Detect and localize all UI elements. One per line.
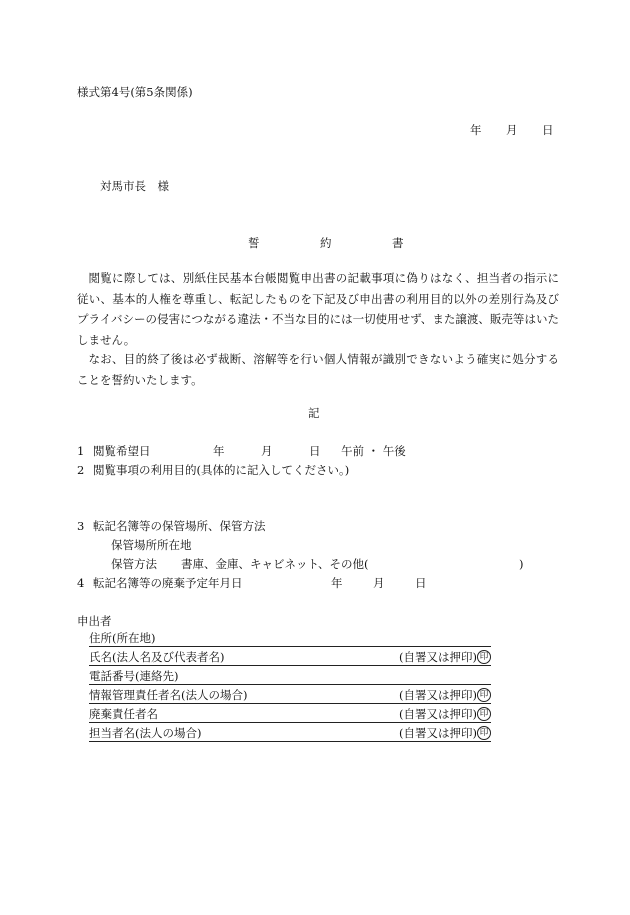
seal-mark: 印 bbox=[477, 688, 491, 702]
storage-method-close: ) bbox=[519, 557, 524, 571]
ki-heading: 記 bbox=[308, 406, 320, 420]
applicant-row-label: 廃棄責任者名 bbox=[89, 707, 158, 721]
seal-mark: 印 bbox=[477, 650, 491, 664]
storage-method-label: 保管方法 bbox=[111, 557, 157, 571]
applicant-row-label: 氏名(法人名及び代表者名) bbox=[89, 650, 225, 664]
item-storage-location: 保管場所所在地 bbox=[111, 538, 192, 552]
seal-mark: 印 bbox=[477, 726, 491, 740]
date-line bbox=[470, 123, 554, 137]
storage-method-options: 書庫、金庫、キャビネット、その他( bbox=[181, 557, 369, 571]
item-disposal-date bbox=[77, 576, 427, 590]
item-label: 転記名簿等の保管場所、保管方法 bbox=[93, 519, 266, 533]
form-number: 様式第4号(第5条関係) bbox=[77, 85, 193, 99]
item-number: 3 bbox=[77, 519, 85, 533]
pledge-paragraph-2: なお、目的終了後は必ず裁断、溶解等を行い個人情報が識別できないよう確実に処分することを誓約いたします。 bbox=[77, 352, 559, 387]
applicant-row-name bbox=[89, 650, 491, 666]
item-storage-method bbox=[111, 557, 524, 571]
item-day: 日 bbox=[415, 576, 427, 590]
item-number: 1 bbox=[77, 444, 85, 458]
signature-note: (自署又は押印) bbox=[399, 650, 477, 664]
signature-note: (自署又は押印) bbox=[399, 726, 477, 740]
item-purpose bbox=[77, 463, 349, 477]
signature-note: (自署又は押印) bbox=[399, 688, 477, 702]
applicant-row-address bbox=[89, 631, 491, 647]
item-label: 閲覧事項の利用目的(具体的に記入してください。) bbox=[93, 463, 350, 477]
applicant-row-label: 電話番号(連絡先) bbox=[89, 669, 179, 683]
item-number: 2 bbox=[77, 463, 85, 477]
item-day: 日 bbox=[309, 444, 321, 458]
applicant-label: 申出者 bbox=[77, 614, 112, 628]
applicant-row-phone bbox=[89, 669, 491, 685]
item-year: 年 bbox=[331, 576, 343, 590]
applicant-row-label: 情報管理責任者名(法人の場合) bbox=[89, 688, 248, 702]
item-ampm: 午前 ・ 午後 bbox=[341, 444, 406, 458]
addressee: 対馬市長 様 bbox=[100, 179, 169, 193]
date-day: 日 bbox=[542, 123, 554, 137]
title-char-3: 書 bbox=[392, 236, 404, 250]
title-char-2: 約 bbox=[320, 236, 332, 250]
item-storage bbox=[77, 519, 266, 533]
title-char-1: 誓 bbox=[248, 236, 260, 250]
item-month: 月 bbox=[261, 444, 273, 458]
item-month: 月 bbox=[373, 576, 385, 590]
date-year: 年 bbox=[470, 123, 482, 137]
applicant-row-label: 担当者名(法人の場合) bbox=[89, 726, 202, 740]
seal-mark: 印 bbox=[477, 707, 491, 721]
item-label: 転記名簿等の廃棄予定年月日 bbox=[93, 576, 243, 590]
item-label: 閲覧希望日 bbox=[93, 444, 151, 458]
document-title bbox=[248, 236, 404, 250]
applicant-row-label: 住所(所在地) bbox=[89, 631, 156, 645]
applicant-row-info-manager bbox=[89, 688, 491, 704]
applicant-row-disposal-manager bbox=[89, 707, 491, 723]
applicant-row-contact-person bbox=[89, 726, 491, 742]
pledge-paragraph-1: 閲覧に際しては、別紙住民基本台帳閲覧申出書の記載事項に偽りはなく、担当者の指示に従い、基本的人権を尊重し、転記したものを下記及び申出書の利用目的以外の差別行為及びプライバシーの侵害につながる違法・不当な目的には一切使用せず、また譲渡、販売等はいたしません。 bbox=[77, 271, 559, 347]
date-month: 月 bbox=[506, 123, 518, 137]
item-year: 年 bbox=[213, 444, 225, 458]
item-viewing-date bbox=[77, 444, 406, 458]
signature-note: (自署又は押印) bbox=[399, 707, 477, 721]
item-number: 4 bbox=[77, 576, 85, 590]
